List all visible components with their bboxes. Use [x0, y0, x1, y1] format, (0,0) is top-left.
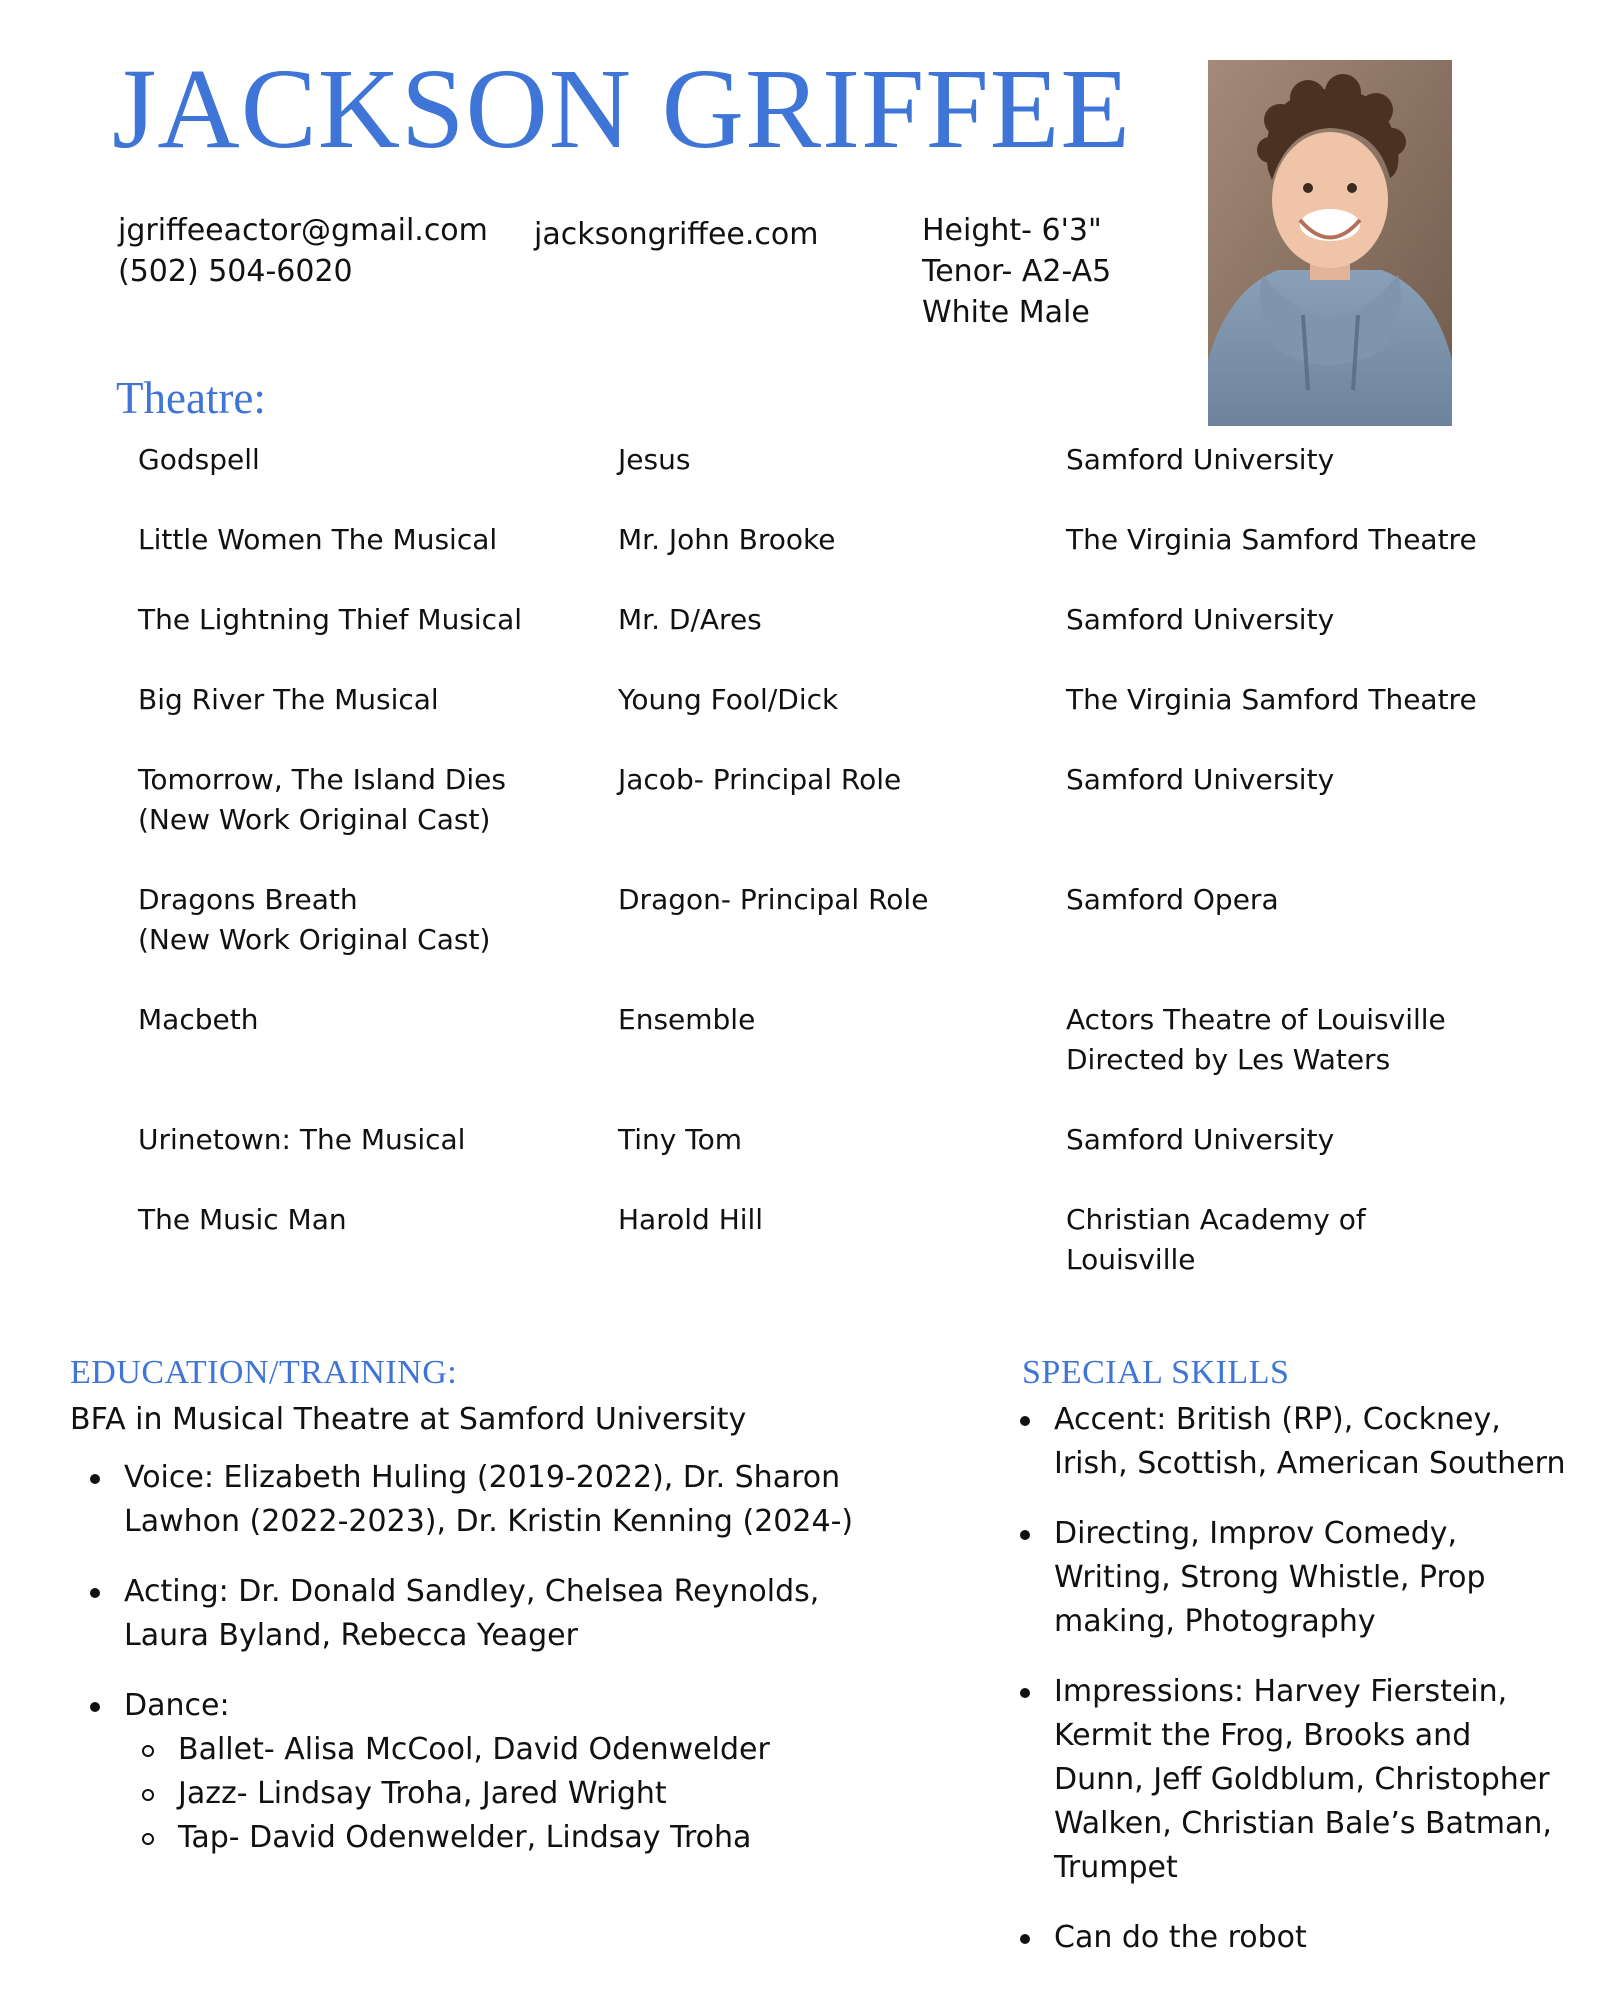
- theatre-section-title: Theatre:: [116, 373, 266, 423]
- dance-ballet-item: Ballet- Alisa McCool, David Odenwelder: [124, 1728, 930, 1772]
- skill-accents-item: Accent: British (RP), Cockney, Irish, Scottish, American Southern: [1000, 1398, 1560, 1486]
- dance-tap-item: Tap- David Odenwelder, Lindsay Troha: [124, 1816, 930, 1860]
- voice-type-text: Tenor- A2-A5: [922, 254, 1112, 289]
- venue-name: Christian Academy of Louisville: [1066, 1203, 1366, 1276]
- role-name: Jesus: [618, 443, 691, 476]
- website-text: jacksongriffee.com: [534, 217, 819, 252]
- actor-name: JACKSON GRIFFEE: [112, 45, 1132, 172]
- degree-text: BFA in Musical Theatre at Samford University: [70, 1402, 747, 1437]
- voice-training-item: Voice: Elizabeth Huling (2019-2022), Dr. Sharon Lawhon (2022-2023), Dr. Kristin Kenning (2024-): [70, 1456, 930, 1544]
- skills-section-title: SPECIAL SKILLS: [1022, 1354, 1290, 1391]
- skill-impressions-item: Impressions: Harvey Fierstein, Kermit the Frog, Brooks and Dunn, Jeff Goldblum, Christopher Walken, Christian Bale’s Batman, Trumpet: [1000, 1670, 1560, 1890]
- role-name: Tiny Tom: [618, 1123, 742, 1156]
- show-title: Macbeth: [138, 1003, 259, 1036]
- role-name: Dragon- Principal Role: [618, 883, 929, 916]
- email-text: jgriffeeactor@gmail.com: [118, 213, 488, 248]
- role-name: Young Fool/Dick: [618, 683, 839, 716]
- skill-directing-item: Directing, Improv Comedy, Writing, Strong Whistle, Prop making, Photography: [1000, 1512, 1560, 1644]
- acting-training-item: Acting: Dr. Donald Sandley, Chelsea Reynolds, Laura Byland, Rebecca Yeager: [70, 1570, 930, 1658]
- role-name: Jacob- Principal Role: [618, 763, 902, 796]
- skill-robot-item: Can do the robot: [1000, 1916, 1560, 1960]
- venue-name: Samford University: [1066, 763, 1335, 796]
- show-title: Little Women The Musical: [138, 523, 498, 556]
- stats-block: [922, 210, 1111, 333]
- show-title: Godspell: [138, 443, 260, 476]
- show-title: The Lightning Thief Musical: [138, 603, 523, 636]
- venue-name: Samford Opera: [1066, 883, 1279, 916]
- show-title: Tomorrow, The Island Dies (New Work Original Cast): [138, 763, 506, 836]
- dance-jazz-item: Jazz- Lindsay Troha, Jared Wright: [124, 1772, 930, 1816]
- role-name: Ensemble: [618, 1003, 756, 1036]
- ethnicity-text: White Male: [922, 295, 1090, 330]
- venue-name: Samford University: [1066, 1123, 1335, 1156]
- phone-text: (502) 504-6020: [118, 254, 353, 289]
- venue-name: The Virginia Samford Theatre: [1066, 523, 1477, 556]
- venue-name: Actors Theatre of Louisville Directed by Les Waters: [1066, 1003, 1446, 1076]
- venue-name: Samford University: [1066, 443, 1335, 476]
- role-name: Mr. D/Ares: [618, 603, 762, 636]
- role-name: Harold Hill: [618, 1203, 764, 1236]
- education-section-title: EDUCATION/TRAINING:: [70, 1354, 458, 1391]
- show-title: Dragons Breath (New Work Original Cast): [138, 883, 491, 956]
- venue-name: The Virginia Samford Theatre: [1066, 683, 1477, 716]
- show-title: Urinetown: The Musical: [138, 1123, 466, 1156]
- training-list: [70, 1456, 930, 1860]
- dance-training-item: Dance: Ballet- Alisa McCool, David Odenwelder Jazz- Lindsay Troha, Jared Wright Tap- David Odenwelder, Lindsay Troha: [70, 1684, 930, 1860]
- show-title: The Music Man: [138, 1203, 347, 1236]
- height-text: Height- 6'3": [922, 213, 1102, 248]
- show-title: Big River The Musical: [138, 683, 439, 716]
- headshot-photo: [1208, 60, 1452, 426]
- role-name: Mr. John Brooke: [618, 523, 836, 556]
- contact-block: [118, 210, 488, 292]
- dance-sublist: [124, 1728, 930, 1860]
- venue-name: Samford University: [1066, 603, 1335, 636]
- skills-list: [1000, 1398, 1566, 1960]
